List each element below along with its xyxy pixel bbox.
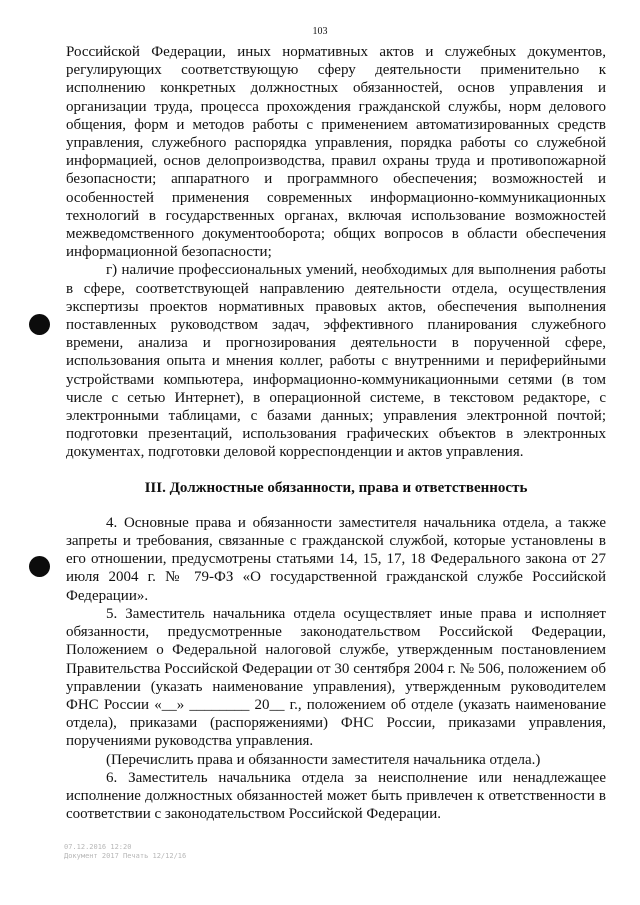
- stamp-line-1: 07.12.2016 12:20: [64, 843, 132, 851]
- paragraph-g-professional-skills: г) наличие профессиональных умений, необходимых для выполнения работы в сфере, соответствующей направлению деятельности отдела, осуществления экспертизы проектов нормативных правовых актов, обеспечения выполнения поставленных руководством задач, эффективного планирования служебного времени, анализа и прогнозирования деятельности в порученной сфере, использования опыта и мнения коллег, работы с внутренними и периферийными устройствами компьютера, информационно-коммуникационными сетями (в том числе с сетью Интернет), в операционной системе, в текстовом редакторе, с электронными таблицами, с базами данных; управления электронной почтой; подготовки презентаций, использования графических объектов в электронных документах, подготовки деловой корреспонденции и актов управления.: [66, 262, 606, 461]
- print-stamp: [64, 843, 186, 861]
- page-number: 103: [312, 26, 328, 37]
- paragraph-note: (Перечислить права и обязанности заместителя начальника отдела.): [106, 751, 541, 768]
- paragraph-5: 5. Заместитель начальника отдела осуществляет иные права и исполняет обязанности, предусмотренные законодательством Российской Федерации, Положением о Федеральной налоговой службе, утвержденным постановлением Правительства Российской Федерации от 30 сентября 2004 г. № 506, положением об управлении (указать наименование управления), утвержденным руководителем ФНС России «__» ________ 20__ г., положением об отделе (указать наименование отдела), приказами (распоряжениями) ФНС России, приказами управления, поручениями руководства управления.: [66, 605, 606, 750]
- stamp-line-2: Документ 2017 Печать 12/12/16: [64, 852, 187, 860]
- paragraph-4: 4. Основные права и обязанности заместителя начальника отдела, а также запреты и требования, связанные с гражданской службой, которые установлены в его отношении, предусмотрены статьями 14, 15, 17, 18 Федерального закона от 27 июля 2004 г. № 79-ФЗ «О государственной гражданской службе Российской Федерации».: [66, 514, 606, 604]
- paragraph-continuation: Российской Федерации, иных нормативных актов и служебных документов, регулирующих соответствующую сферу деятельности применительно к исполнению конкретных должностных обязанностей, основ управления и организации труда, процесса прохождения гражданской службы, норм делового общения, форм и методов работы с применением автоматизированных средств управления, служебного распорядка управления, порядка работы со служебной информацией, основ делопроизводства, правил охраны труда и противопожарной безопасности; аппаратного и программного обеспечения; возможностей и особенностей применения современных информационно-коммуникационных технологий в государственных органах, включая использование возможностей межведомственного документооборота; общих вопросов в области обеспечения информационной безопасности;: [66, 44, 606, 261]
- paragraph-6: 6. Заместитель начальника отдела за неисполнение или ненадлежащее исполнение должностных обязанностей может быть привлечен к ответственности в соответствии с законодательством Российской Федерации.: [66, 769, 606, 823]
- section-heading: III. Должностные обязанности, права и ответственность: [144, 479, 528, 496]
- punch-hole-top: [29, 314, 50, 335]
- document-body: [66, 43, 606, 823]
- punch-hole-bottom: [29, 556, 50, 577]
